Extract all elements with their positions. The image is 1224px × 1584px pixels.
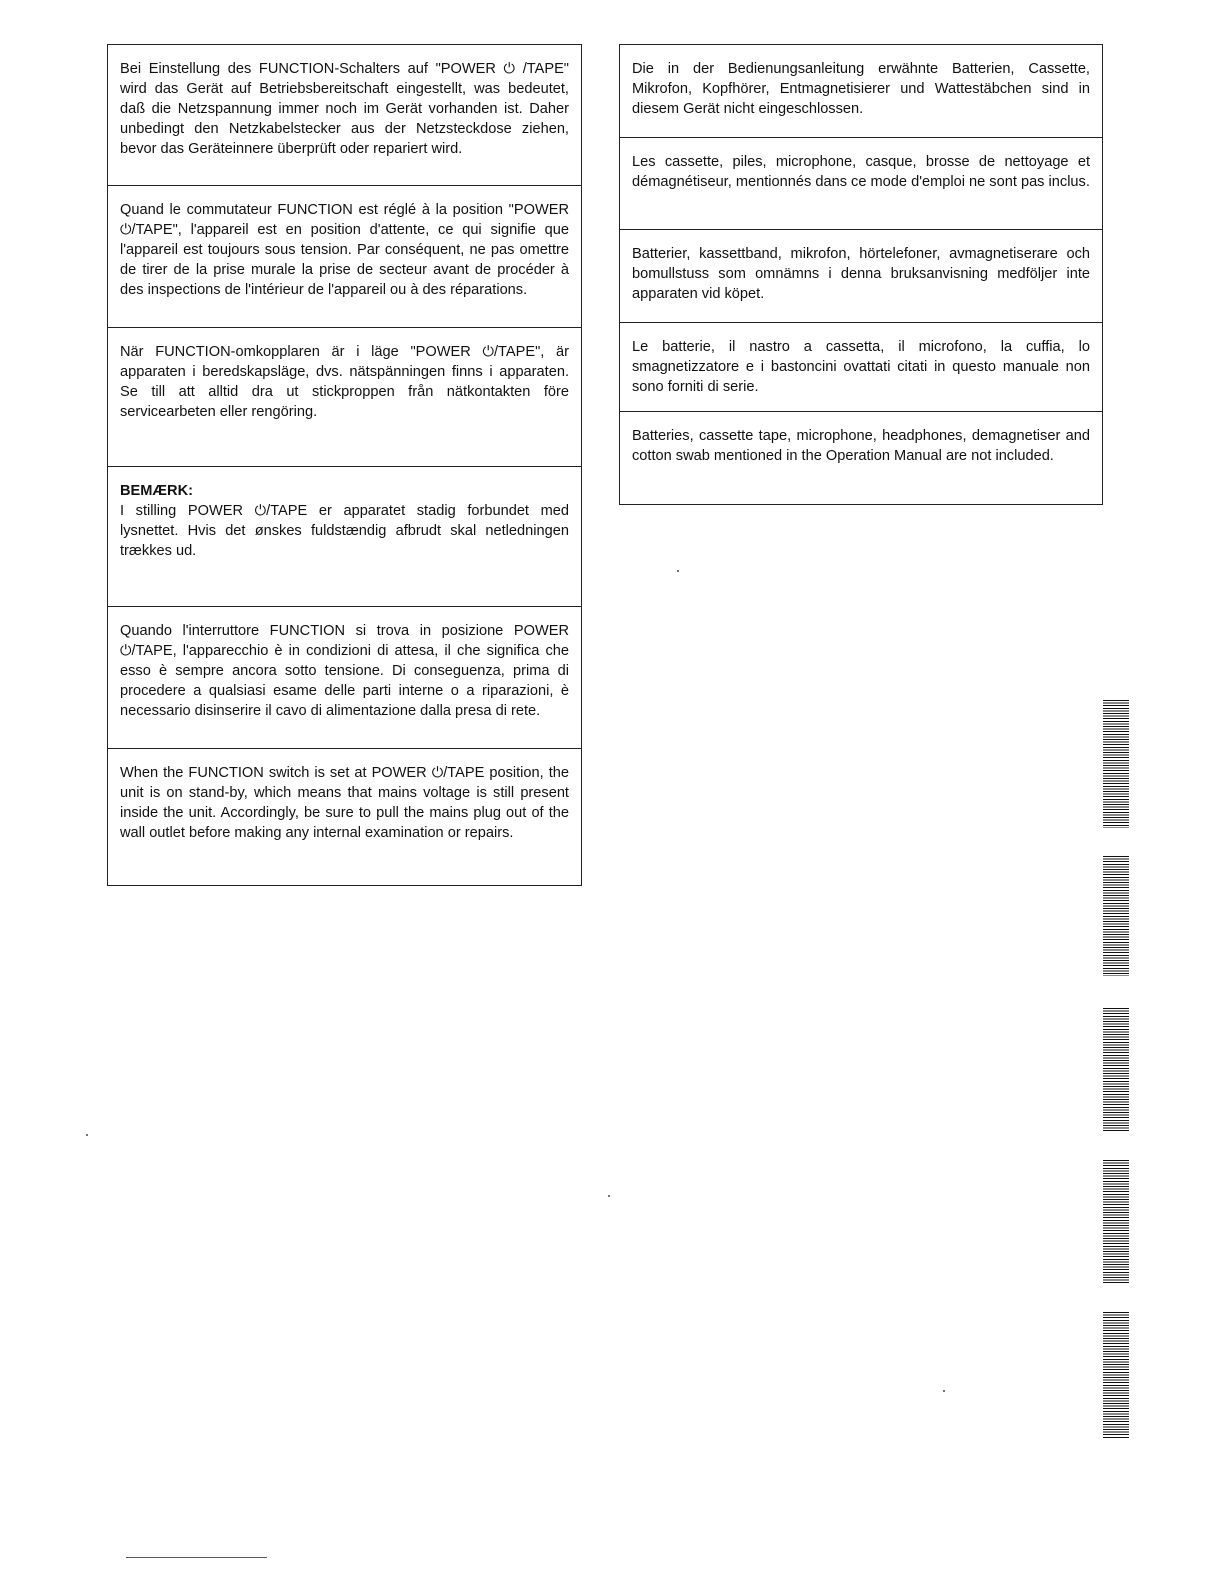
warning-swedish: [108, 328, 581, 467]
footer-rule: [126, 1557, 267, 1558]
warning-german: [108, 45, 581, 186]
warning-german-text: Bei Einstellung des FUNCTION-Schalters auf "POWER ⏻ /TAPE" wird das Gerät auf Betriebsbereitschaft eingestellt, was bedeutet, daß die Netzspannung immer noch im Gerät vorhanden ist. Daher unbedingt den Netzkabelstecker aus der Netzsteckdose ziehen, bevor das Geräteinnere überprüft oder repariert wird.: [120, 61, 569, 157]
barcode-mark-1: [1103, 700, 1129, 828]
warning-danish-text: I stilling POWER ⏻/TAPE er apparatet stadig forbundet med lysnettet. Hvis det ønskes fuldstændig afbrudt skal netledningen trækkes ud.: [120, 503, 569, 559]
edge-barcode-strip: [1103, 700, 1129, 1440]
warning-english: [108, 749, 581, 885]
barcode-mark-4: [1103, 1160, 1129, 1284]
scan-speck: [608, 1195, 610, 1197]
barcode-mark-2: [1103, 856, 1129, 976]
note-german: [620, 45, 1102, 138]
scan-speck: [677, 570, 679, 572]
warning-danish-heading: BEMÆRK:: [120, 483, 193, 499]
warning-french-text: Quand le commutateur FUNCTION est réglé à la position "POWER ⏻/TAPE", l'appareil est en position d'attente, ce qui signifie que l'appareil est toujours sous tension. Par conséquent, ne pas omettre de tirer de la prise murale la prise de secteur avant de procéder à des inspections de l'intérieur de l'appareil ou à des réparations.: [120, 202, 569, 298]
scan-speck: [86, 1134, 88, 1136]
warning-french: [108, 186, 581, 328]
scan-speck: [943, 1390, 945, 1392]
barcode-mark-3: [1103, 1008, 1129, 1132]
note-swedish-text: Batterier, kassettband, mikrofon, hörtelefoner, avmagnetiserare och bomullstuss som omnämns i denna bruksanvisning medföljer inte apparaten vid köpet.: [632, 246, 1090, 302]
warning-english-text: When the FUNCTION switch is set at POWER ⏻/TAPE position, the unit is on stand-by, which means that mains voltage is still present inside the unit. Accordingly, be sure to pull the mains plug out of the wall outlet before making any internal examination or repairs.: [120, 765, 569, 841]
power-warning-table: [107, 44, 582, 886]
note-english-text: Batteries, cassette tape, microphone, headphones, demagnetiser and cotton swab mentioned in the Operation Manual are not included.: [632, 428, 1090, 464]
warning-swedish-text: När FUNCTION-omkopplaren är i läge "POWER ⏻/TAPE", är apparaten i beredskapsläge, dvs. nätspänningen finns i apparaten. Se till att alltid dra ut stickproppen från nätkontakten före servicearbeten eller rengöring.: [120, 344, 569, 420]
barcode-mark-5: [1103, 1312, 1129, 1438]
warning-italian: [108, 607, 581, 749]
warning-danish: [108, 467, 581, 607]
note-french-text: Les cassette, piles, microphone, casque, brosse de nettoyage et démagnétiseur, mentionnés dans ce mode d'emploi ne sont pas inclus.: [632, 154, 1090, 190]
note-french: [620, 138, 1102, 230]
note-german-text: Die in der Bedienungsanleitung erwähnte Batterien, Cassette, Mikrofon, Kopfhörer, Entmagnetisierer und Wattestäbchen sind in diesem Gerät nicht eingeschlossen.: [632, 61, 1090, 117]
note-english: [620, 412, 1102, 504]
warning-italian-text: Quando l'interruttore FUNCTION si trova in posizione POWER ⏻/TAPE, l'apparecchio è in condizioni di attesa, il che significa che esso è sempre ancora sotto tensione. Di conseguenza, prima di procedere a qualsiasi esame delle parti interne o a riparazioni, è necessario disinserire il cavo di alimentazione dalla presa di rete.: [120, 623, 569, 719]
note-swedish: [620, 230, 1102, 323]
note-italian-text: Le batterie, il nastro a cassetta, il microfono, la cuffia, lo smagnetizzatore e i bastoncini ovattati citati in questo manuale non sono forniti di serie.: [632, 339, 1090, 395]
note-italian: [620, 323, 1102, 412]
accessories-note-table: [619, 44, 1103, 505]
